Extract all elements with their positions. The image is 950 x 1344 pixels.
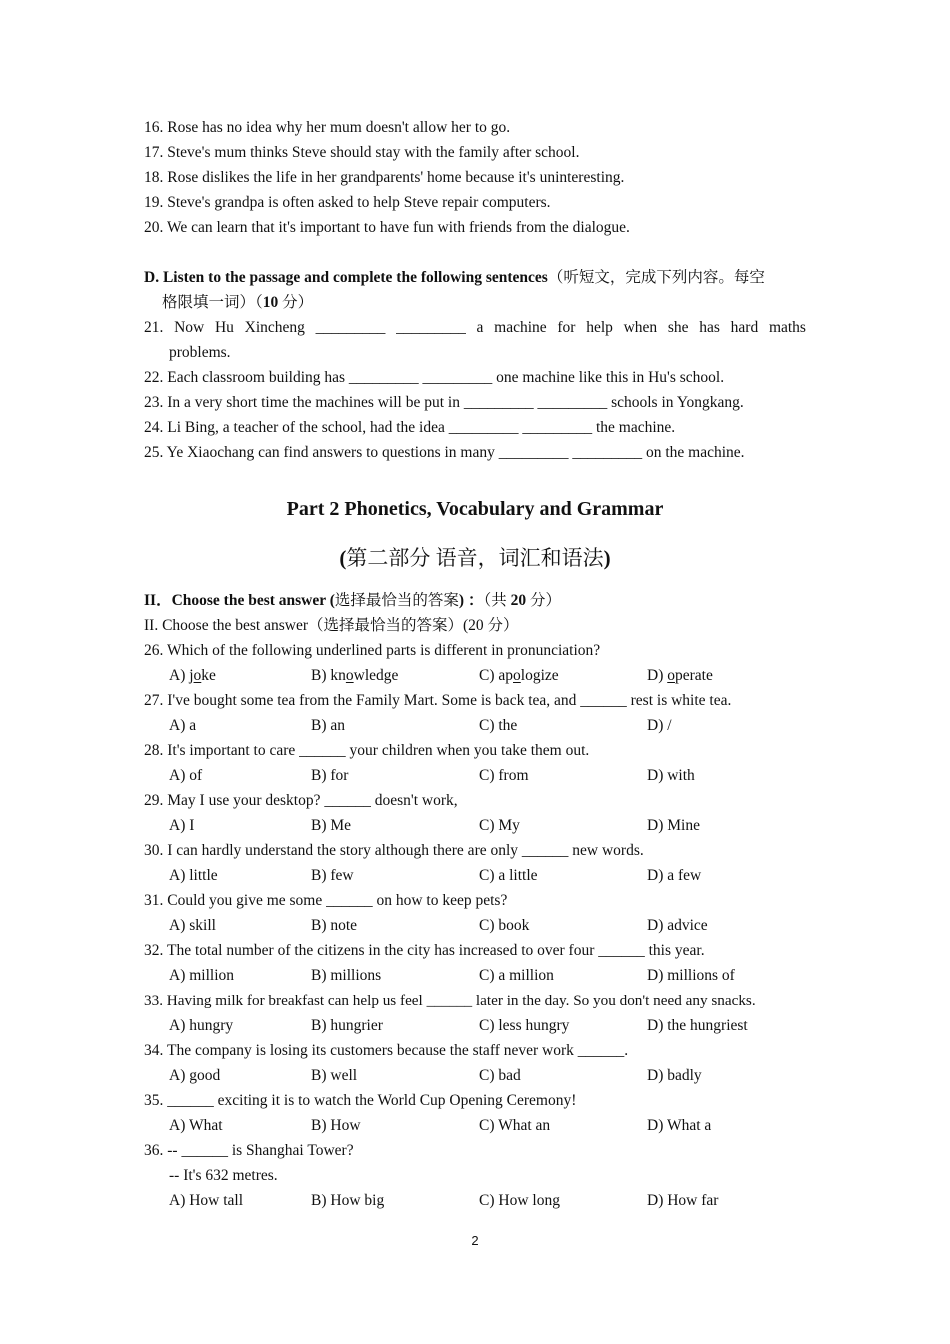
underlined-letter: o — [345, 667, 354, 684]
q21-blank: _________ — [396, 319, 466, 336]
option-b[interactable]: B) note — [311, 917, 358, 934]
option-a[interactable]: A) How tall — [169, 1192, 244, 1209]
subtitle-open-paren: ( — [339, 546, 347, 570]
q21-word: Now — [174, 319, 205, 336]
page-number: 2 — [471, 1233, 479, 1248]
section-ii-heading — [144, 591, 561, 611]
underlined-letter: o — [513, 667, 521, 684]
question-21-continued: problems. — [169, 344, 231, 361]
question-35-stem: 35. ______ exciting it is to watch the World Cup Opening Ceremony! — [144, 1092, 577, 1109]
option-b[interactable]: B) millions — [311, 967, 382, 984]
option-b[interactable]: B) an — [311, 717, 346, 734]
option-b[interactable]: B) hungrier — [311, 1017, 383, 1034]
option-a[interactable]: A) skill — [169, 917, 216, 934]
option-d[interactable]: D) / — [647, 717, 672, 734]
option-c[interactable]: C) the — [479, 717, 518, 734]
q21-word: help — [586, 319, 613, 336]
underlined-letter: o — [667, 667, 675, 684]
option-b[interactable]: B) well — [311, 1067, 358, 1084]
option-text: D) — [647, 667, 668, 684]
option-c[interactable]: C) a little — [479, 867, 538, 884]
section-d-title: D. Listen to the passage and complete the following sentences — [144, 269, 548, 286]
option-text: logize — [520, 667, 559, 684]
section-d-score: 10 — [262, 294, 279, 311]
section-ii-repeat-heading: II. Choose the best answer（选择最恰当的答案）(20 分） — [144, 617, 519, 634]
option-d[interactable]: D) Mine — [647, 817, 700, 834]
question-32-stem: 32. The total number of the citizens in the city has increased to over four ______ this year. — [144, 942, 705, 959]
q21-word: she — [667, 319, 689, 336]
q21-blank: _________ — [315, 319, 386, 336]
option-c[interactable]: C) How long — [479, 1192, 560, 1209]
q21-word: when — [623, 319, 658, 336]
section-d-instruction-cn-2: 格限填一词）（ — [162, 294, 263, 311]
q21-word: Xincheng — [244, 319, 305, 336]
option-c[interactable]: C) less hungry — [479, 1017, 570, 1034]
option-a[interactable]: A) good — [169, 1067, 221, 1084]
question-30-stem: 30. I can hardly understand the story although there are only ______ new words. — [144, 842, 644, 859]
option-c[interactable]: C) My — [479, 817, 520, 834]
question-28-stem: 28. It's important to care ______ your children when you take them out. — [144, 742, 590, 759]
option-b[interactable]: B) few — [311, 867, 354, 884]
part2-title: Part 2 Phonetics, Vocabulary and Grammar — [286, 498, 664, 520]
option-a[interactable]: A) I — [169, 817, 195, 834]
section-ii-score: 20 — [510, 592, 527, 609]
option-a[interactable]: A) hungry — [169, 1017, 234, 1034]
q21-word: maths — [768, 319, 806, 336]
option-b[interactable]: B) Me — [311, 817, 352, 834]
question-24: 24. Li Bing, a teacher of the school, had the idea _________ _________ the machine. — [144, 419, 676, 436]
question-25: 25. Ye Xiaochang can find answers to questions in many _________ _________ on the machine. — [144, 444, 745, 461]
option-c[interactable]: C) from — [479, 767, 529, 784]
statement-17: 17. Steve's mum thinks Steve should stay with the family after school. — [144, 144, 580, 161]
option-d[interactable]: D) the hungriest — [647, 1017, 748, 1034]
q21-word: 21. — [144, 319, 164, 336]
option-a[interactable]: A) million — [169, 967, 235, 984]
option-d[interactable]: D) a few — [647, 867, 702, 884]
underlined-letter: o — [193, 667, 202, 684]
question-36-stem: 36. -- ______ is Shanghai Tower? — [144, 1142, 354, 1159]
q21-word: has — [699, 319, 720, 336]
option-text: A) j — [169, 667, 194, 684]
section-ii-title-close: ) ： — [458, 592, 484, 609]
section-ii-title: II．Choose the best answer ( — [144, 592, 335, 609]
q21-word: hard — [730, 319, 759, 336]
section-ii-title-cn: 选择最恰当的答案 — [334, 592, 459, 609]
q21-word: Hu — [214, 319, 234, 336]
option-a[interactable]: A) little — [169, 867, 218, 884]
option-d[interactable]: D) millions of — [647, 967, 735, 984]
statement-20: 20. We can learn that it's important to have fun with friends from the dialogue. — [144, 219, 630, 236]
statement-18: 18. Rose dislikes the life in her grandparents' home because it's uninteresting. — [144, 169, 625, 186]
option-c[interactable]: C) What an — [479, 1117, 551, 1134]
question-31-stem: 31. Could you give me some ______ on how to keep pets? — [144, 892, 508, 909]
option-a[interactable]: A) of — [169, 767, 203, 784]
question-26-stem: 26. Which of the following underlined parts is different in pronunciation? — [144, 642, 601, 659]
option-d[interactable]: D) with — [647, 767, 695, 784]
option-b[interactable] — [311, 666, 398, 686]
option-c[interactable]: C) book — [479, 917, 530, 934]
option-text: B) kn — [311, 667, 346, 684]
option-b[interactable]: B) How — [311, 1117, 361, 1134]
question-23: 23. In a very short time the machines will be put in _________ _________ schools in Yongkang. — [144, 394, 744, 411]
option-text: C) ap — [479, 667, 514, 684]
option-b[interactable]: B) for — [311, 767, 349, 784]
option-a[interactable]: A) What — [169, 1117, 223, 1134]
question-22: 22. Each classroom building has _________ _________ one machine like this in Hu's school. — [144, 369, 725, 386]
option-d[interactable]: D) What a — [647, 1117, 712, 1134]
question-21 — [144, 318, 806, 338]
subtitle-cn: 第二部分 语音，词汇和语法 — [346, 546, 604, 570]
option-d[interactable]: D) advice — [647, 917, 708, 934]
statement-19: 19. Steve's grandpa is often asked to help Steve repair computers. — [144, 194, 551, 211]
option-text: perate — [674, 667, 713, 684]
option-c[interactable]: C) bad — [479, 1067, 521, 1084]
option-text: wledge — [353, 667, 399, 684]
option-a[interactable]: A) a — [169, 717, 197, 734]
section-d-score-unit: 分） — [278, 294, 314, 311]
option-d[interactable]: D) How far — [647, 1192, 719, 1209]
option-b[interactable]: B) How big — [311, 1192, 385, 1209]
section-ii-score-unit: 分） — [526, 592, 561, 609]
q21-word: a — [476, 319, 484, 336]
option-c[interactable]: C) a million — [479, 967, 554, 984]
q21-word: machine — [494, 319, 547, 336]
part2-subtitle — [0, 544, 950, 572]
option-c[interactable] — [479, 666, 559, 686]
statement-16: 16. Rose has no idea why her mum doesn't allow her to go. — [144, 119, 511, 136]
question-27-stem: 27. I've bought some tea from the Family Mart. Some is back tea, and ______ rest is white tea. — [144, 692, 732, 709]
section-d-instruction-cn: （听短文，完成下列内容。每空 — [547, 269, 765, 286]
q21-word: for — [557, 319, 576, 336]
option-d[interactable]: D) badly — [647, 1067, 702, 1084]
section-d-heading-line2 — [162, 293, 313, 313]
subtitle-close-paren: ) — [603, 546, 611, 570]
option-d[interactable] — [647, 666, 713, 686]
section-d-heading — [144, 268, 765, 288]
option-a[interactable] — [169, 666, 216, 686]
question-29-stem: 29. May I use your desktop? ______ doesn't work, — [144, 792, 458, 809]
section-ii-score-cn: （共 — [483, 592, 511, 609]
question-36-reply: -- It's 632 metres. — [169, 1167, 278, 1184]
option-text: ke — [201, 667, 216, 684]
question-34-stem: 34. The company is losing its customers because the staff never work ______. — [144, 1042, 629, 1059]
question-33-stem: 33. Having milk for breakfast can help us feel ______ later in the day. So you don't need any snacks. — [144, 992, 756, 1009]
